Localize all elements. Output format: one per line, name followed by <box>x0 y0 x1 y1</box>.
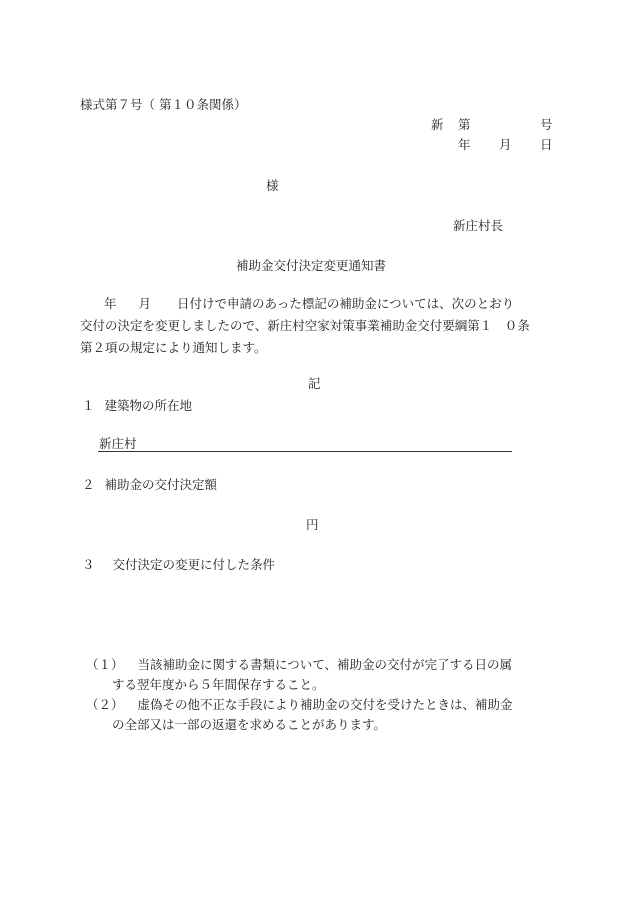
body-text-1: 日付けで申請のあった標記の補助金については、次のとおり <box>177 296 515 311</box>
section-2-heading <box>82 477 217 493</box>
body-paragraph <box>80 293 550 359</box>
body-year: 年 <box>104 296 117 311</box>
section-1-label: １ <box>82 398 95 413</box>
date-year: 年 <box>458 137 471 152</box>
body-text-3: 第２項の規定により通知します。 <box>80 340 267 355</box>
note-1-line-1: 当該補助金に関する書類について、補助金の交付が完了する日の属 <box>137 657 513 672</box>
addressee-suffix: 様 <box>266 178 279 193</box>
note-1-label: （１） <box>86 657 124 672</box>
ki-heading: 記 <box>308 376 321 391</box>
note-1-line-2: する翌年度から５年間保存すること。 <box>112 677 325 692</box>
date-month: 月 <box>499 137 512 152</box>
document-title: 補助金交付決定変更通知書 <box>236 258 387 273</box>
address-prefix: 新庄村 <box>99 436 137 451</box>
section-3-heading <box>82 557 275 573</box>
section-2-title: 補助金の交付決定額 <box>104 477 218 492</box>
section-3-title: 交付決定の変更に付した条件 <box>112 557 276 572</box>
body-month: 月 <box>138 296 152 311</box>
section-3-label: ３ <box>82 557 95 572</box>
section-1-title: 建築物の所在地 <box>104 398 193 413</box>
doc-number-go: 号 <box>540 117 553 132</box>
body-text-2: 交付の決定を変更しましたので、新庄村空家対策事業補助金交付要綱第１ ０条 <box>80 318 530 333</box>
address-underline <box>98 451 512 452</box>
note-2-line-2: の全部又は一部の返還を求めることがあります。 <box>112 717 387 732</box>
currency-yen: 円 <box>306 517 319 532</box>
form-number: 様式第７号（ 第１０条関係） <box>80 97 247 112</box>
note-2 <box>86 697 513 713</box>
doc-number-dai: 第 <box>458 117 471 132</box>
note-2-line-1: 虚偽その他不正な手段により補助金の交付を受けたときは、補助金 <box>137 697 513 712</box>
issuer: 新庄村長 <box>453 218 504 233</box>
section-1-heading <box>82 398 192 414</box>
note-2-label: （２） <box>86 697 124 712</box>
doc-number-prefix: 新 <box>431 117 444 132</box>
section-2-label: ２ <box>82 477 95 492</box>
date-day: 日 <box>540 137 553 152</box>
note-1 <box>86 657 512 673</box>
